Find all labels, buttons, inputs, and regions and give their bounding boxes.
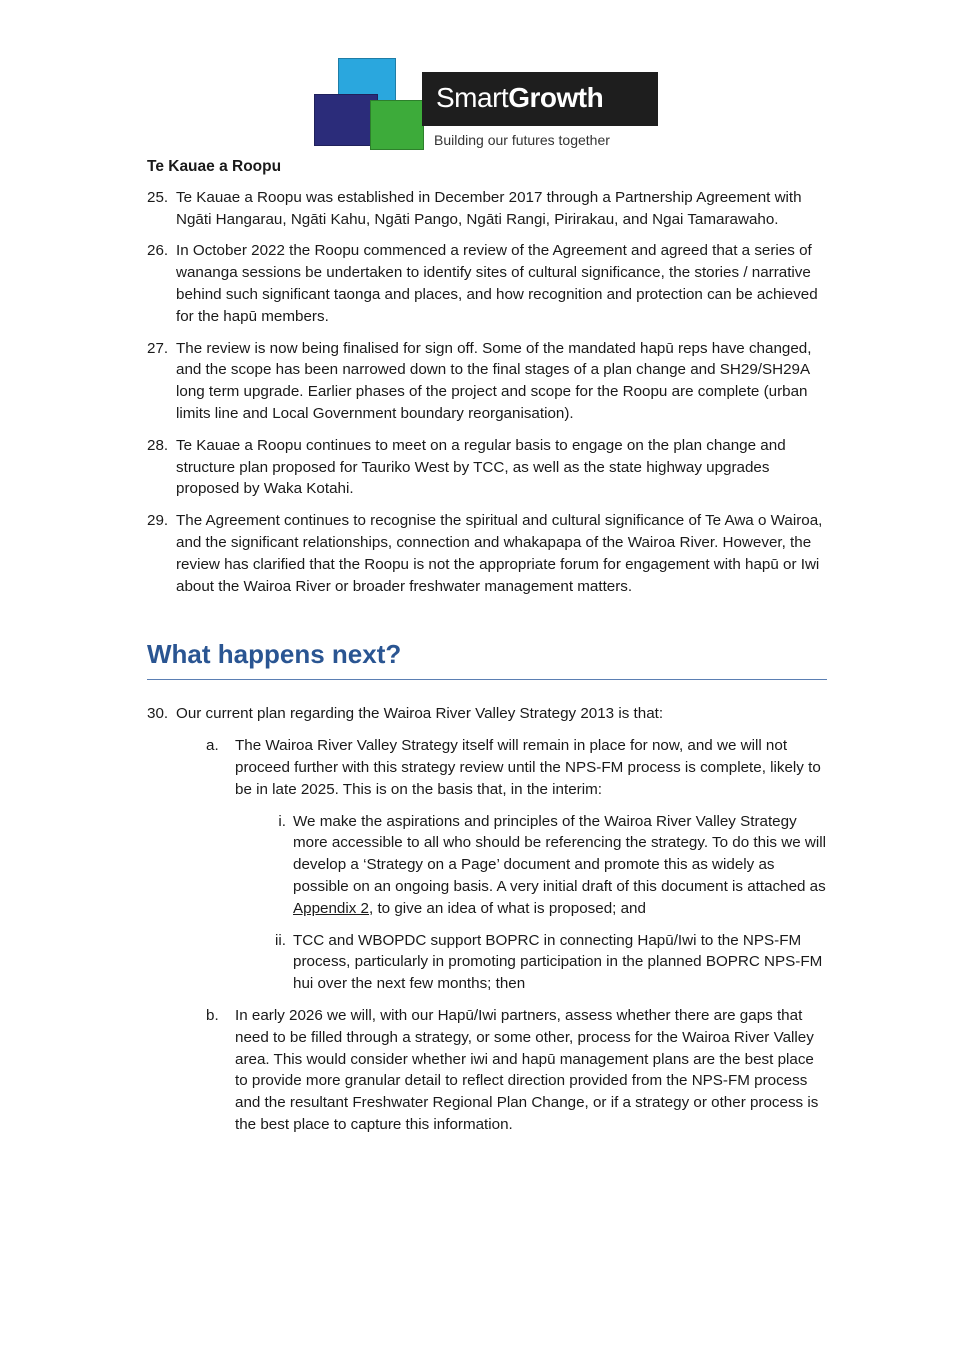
sub-item-text-before: We make the aspirations and principles of the Wairoa River Valley Strategy more accessible to all who should be referencing the strategy. To do this we will develop a ‘Strategy on a Page’ document and promote this as widely as possible on an ongoing basis. A very initial draft of this document is attached as: [293, 812, 826, 895]
sub-item-letter: b.: [206, 1006, 219, 1024]
sub-item-text-after: , to give an idea of what is proposed; and: [369, 899, 646, 917]
sub-item-a: [147, 735, 827, 800]
green-cube-icon: [370, 100, 424, 150]
smartgrowth-logo: [312, 56, 658, 152]
paragraph-text: Our current plan regarding the Wairoa River Valley Strategy 2013 is that:: [176, 705, 664, 723]
sub-item-roman: ii.: [275, 931, 286, 949]
sub-item-b: [147, 1005, 827, 1136]
sub-item-text: The Wairoa River Valley Strategy itself will remain in place for now, and we will not proceed further with this strategy review until the NPS-FM process is complete, likely to be in late 2025. This is on the basis that, in the interim:: [235, 737, 821, 798]
paragraph-number: 30.: [147, 705, 169, 723]
section-heading-te-kauae: Te Kauae a Roopu: [147, 158, 282, 175]
paragraph-text: Te Kauae a Roopu was established in December 2017 through a Partnership Agreement with Ngāti Hangarau, Ngāti Kahu, Ngāti Pango, Ngāti Rangi, Pirirakau, and Ngai Tamarawaho.: [176, 188, 802, 228]
paragraph-number: 28.: [147, 436, 169, 454]
numbered-paragraph: [147, 240, 827, 327]
numbered-paragraph: [147, 338, 827, 425]
paragraph-text: The Agreement continues to recognise the spiritual and cultural significance of Te Awa o Wairoa, and the significant relationships, connection and whakapapa of the Wairoa River. However, the review has clarified that the Roopu is not the appropriate forum for engagement with hapū or Iwi about the Wairoa River or broader freshwater management matters.: [176, 512, 823, 595]
paragraph-number: 26.: [147, 242, 169, 260]
sub-item-text: In early 2026 we will, with our Hapū/Iwi partners, assess whether there are gaps that need to be filled through a strategy, or some other, process for the Wairoa River Valley area. This would consider whether iwi and hapū management plans are the best place to provide more granular detail to reflect direction provided from the NPS-FM process and the resultant Freshwater Regional Plan Change, or if a strategy or other process is the best place to capture this information.: [235, 1006, 819, 1133]
paragraph-number: 29.: [147, 512, 169, 530]
sub-item-text: TCC and WBOPDC support BOPRC in connecting Hapū/Iwi to the NPS-FM process, particularly in promoting participation in the planned BOPRC NPS-FM hui over the next few months; then: [293, 931, 823, 993]
numbered-paragraph: [147, 510, 827, 597]
paragraph-number: 27.: [147, 339, 169, 357]
numbered-paragraph: [147, 435, 827, 500]
sub-item-ii: [147, 930, 827, 995]
logo-word-bold: Growth: [508, 82, 604, 113]
paragraph-text: Te Kauae a Roopu continues to meet on a regular basis to engage on the plan change and structure plan proposed for Tauriko West by TCC, as well as the state highway upgrades proposed by Waka Kotahi.: [176, 436, 786, 498]
sub-item-i: [147, 811, 827, 920]
document-body: [147, 156, 827, 1146]
paragraph-text: The review is now being finalised for sign off. Some of the mandated hapū reps have changed, and the scope has been narrowed down to the final stages of a plan change and SH29/SH29A long term upgrade. Earlier phases of the project and scope for the Roopu are complete (urban limits line and Local Government boundary reorganisation).: [176, 339, 812, 422]
appendix-2-link[interactable]: Appendix 2: [293, 899, 369, 917]
numbered-paragraph: [147, 703, 827, 725]
paragraph-number: 25.: [147, 188, 169, 206]
numbered-paragraph: [147, 187, 827, 231]
paragraph-text: In October 2022 the Roopu commenced a review of the Agreement and agreed that a series of wananga sessions be undertaken to identify sites of cultural significance, the stories / narrative behind such significant taonga and places, and how recognition and protection can be achieved for the hapū members.: [176, 242, 818, 325]
sub-item-letter: a.: [206, 737, 219, 755]
logo-tagline: Building our futures together: [434, 132, 610, 148]
section-heading-what-happens-next: What happens next?: [147, 637, 827, 680]
logo-wordmark: [436, 82, 603, 114]
sub-item-roman: i.: [278, 812, 286, 830]
navy-cube-icon: [314, 94, 378, 146]
logo-word-light: Smart: [436, 82, 509, 113]
